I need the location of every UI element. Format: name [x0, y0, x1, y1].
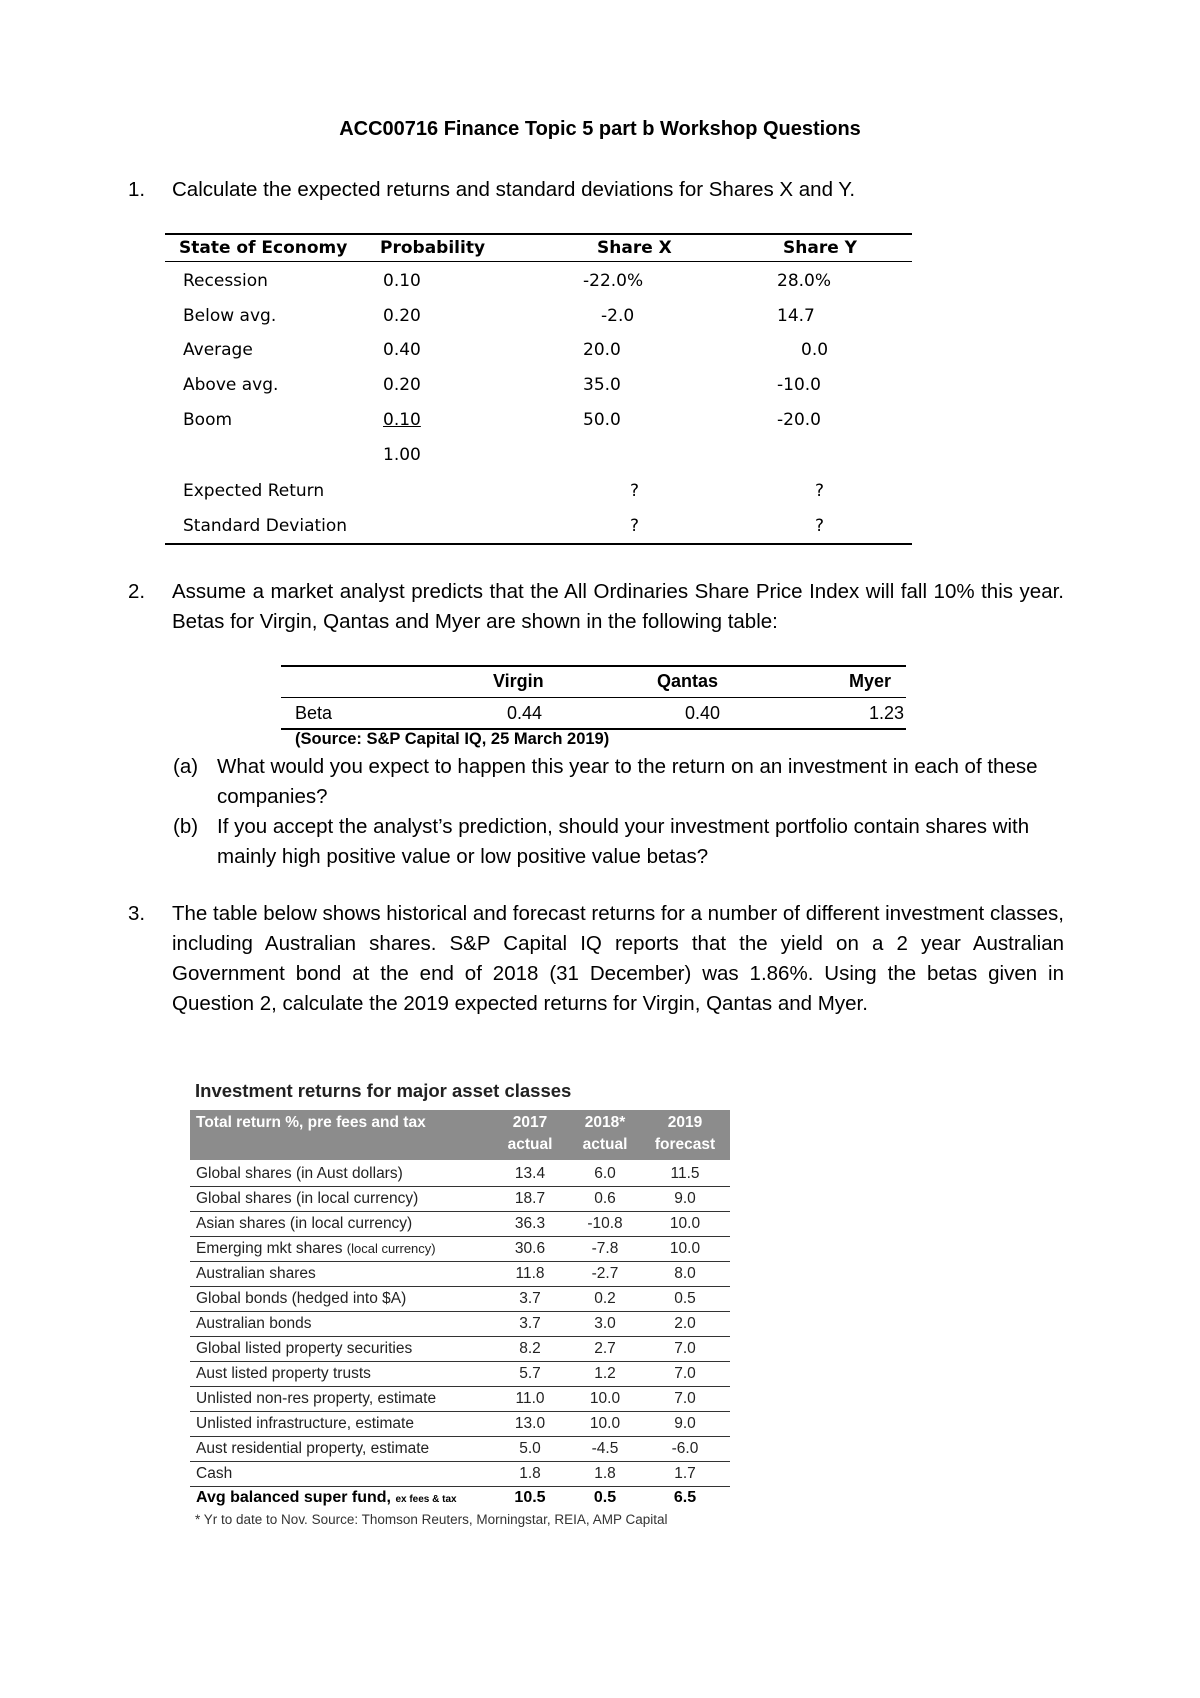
asset-name: Australian bonds — [196, 1315, 312, 1332]
header-2017 — [495, 1112, 565, 1156]
header-label: Total return %, pre fees and tax — [196, 1114, 426, 1131]
header-2018 — [570, 1112, 640, 1156]
value-2019: 6.5 — [673, 1489, 697, 1506]
row-y: 14.7 — [777, 306, 815, 326]
asset-name-note: (local currency) — [346, 1241, 436, 1256]
asset-name: Unlisted infrastructure, estimate — [196, 1415, 414, 1432]
row-y: -10.0 — [777, 375, 821, 395]
value-2018: 0.6 — [594, 1190, 616, 1207]
value-2018: -10.8 — [587, 1215, 623, 1232]
header-2019 — [645, 1112, 725, 1156]
question-2b — [173, 812, 1065, 872]
value-2019: 1.7 — [674, 1465, 696, 1482]
asset-name: Unlisted non-res property, estimate — [196, 1390, 437, 1407]
row-y: 28.0% — [777, 271, 832, 291]
table-row — [190, 1412, 730, 1437]
table-row — [190, 1462, 730, 1487]
asset-table-header — [190, 1110, 730, 1160]
value-2017: 11.8 — [515, 1265, 545, 1282]
table-row — [190, 1337, 730, 1362]
document-title: ACC00716 Finance Topic 5 part b Workshop Questions — [339, 118, 861, 140]
value-2017: 13.4 — [514, 1165, 546, 1182]
value-2017: 5.0 — [519, 1440, 541, 1457]
question-text: The table below shows historical and forecast returns for a number of different investment classes, including Australian shares. S&P Capital IQ reports that the yield on a 2 year Australian Government bond at the end of 2018 (31 December) was 1.86%. Using the betas given in Question 2, calculate the 2019 expected returns for Virgin, Qantas and Myer. — [172, 902, 1064, 1015]
row-x: -22.0% — [583, 271, 644, 291]
sub-label: (a) — [173, 755, 199, 778]
table-row — [190, 1187, 730, 1212]
value-2019: 10.0 — [669, 1215, 701, 1232]
std-dev-label: Standard Deviation — [183, 516, 348, 536]
value-2017: 3.7 — [519, 1315, 541, 1332]
header-myer: Myer — [849, 671, 892, 691]
asset-name — [196, 1240, 436, 1258]
row-x: 35.0 — [583, 375, 621, 395]
value-2019: 0.5 — [674, 1290, 696, 1307]
expected-return-x: ? — [630, 481, 640, 501]
row-prob: 0.20 — [383, 306, 421, 326]
asset-name: Global listed property securities — [196, 1340, 413, 1357]
row-prob: 0.10 — [383, 271, 421, 291]
value-2019: 11.5 — [670, 1165, 700, 1182]
row-prob: 0.40 — [383, 340, 421, 360]
row-state: Boom — [183, 410, 233, 430]
row-y: -20.0 — [777, 410, 821, 430]
beta-myer: 1.23 — [869, 703, 905, 723]
asset-table-title: Investment returns for major asset classes — [195, 1080, 572, 1101]
row-state: Below avg. — [183, 306, 277, 326]
question-number: 2. — [128, 580, 146, 603]
value-2019: 8.0 — [674, 1265, 696, 1282]
asset-name-note: ex fees & tax — [395, 1494, 457, 1505]
expected-return-label: Expected Return — [183, 481, 325, 501]
row-state: Above avg. — [183, 375, 279, 395]
row-prob: 0.20 — [383, 375, 421, 395]
row-state: Recession — [183, 271, 268, 291]
row-x: -2.0 — [601, 306, 635, 326]
row-prob: 0.10 — [383, 410, 421, 430]
value-2019: 7.0 — [674, 1340, 696, 1357]
table-rule-bottom — [165, 543, 912, 545]
value-2019: 9.0 — [674, 1415, 696, 1432]
row-y: 0.0 — [801, 340, 829, 360]
question-number: 3. — [128, 902, 146, 925]
sub-text: If you accept the analyst’s prediction, should your investment portfolio contain shares with mainly high positive value or low positive value betas? — [217, 815, 1030, 868]
header-2018-type: actual — [582, 1136, 628, 1153]
value-2018: 1.8 — [594, 1465, 616, 1482]
header-probability: Probability — [380, 238, 486, 258]
asset-name: Global shares (in local currency) — [196, 1190, 419, 1207]
std-dev-x: ? — [630, 516, 640, 536]
sub-text: What would you expect to happen this year to the return on an investment in each of these companies? — [217, 755, 1038, 808]
table-row — [190, 1262, 730, 1287]
table-rule-top — [281, 665, 906, 667]
value-2018: 1.2 — [594, 1365, 616, 1382]
table-row — [190, 1287, 730, 1312]
value-2018: 0.5 — [593, 1489, 617, 1506]
value-2018: 6.0 — [594, 1165, 616, 1182]
row-x: 20.0 — [583, 340, 621, 360]
value-2018: -2.7 — [591, 1265, 619, 1282]
value-2017: 11.0 — [515, 1390, 545, 1407]
beta-virgin: 0.44 — [507, 703, 543, 723]
source-note: (Source: S&P Capital IQ, 25 March 2019) — [295, 730, 610, 748]
row-label-beta: Beta — [295, 703, 333, 723]
value-2018: 10.0 — [589, 1390, 621, 1407]
table-rule-header — [165, 261, 912, 262]
header-2017-year: 2017 — [512, 1114, 548, 1131]
header-virgin: Virgin — [493, 671, 544, 691]
value-2019: -6.0 — [671, 1440, 699, 1457]
table-row — [190, 1362, 730, 1387]
value-2019: 7.0 — [674, 1390, 696, 1407]
value-2019: 10.0 — [669, 1240, 701, 1257]
value-2017: 8.2 — [519, 1340, 541, 1357]
table-rule-top — [165, 233, 912, 235]
value-2017: 1.8 — [519, 1465, 541, 1482]
asset-name: Aust listed property trusts — [196, 1365, 371, 1382]
question-1 — [128, 175, 1064, 205]
header-share-x: Share X — [597, 238, 672, 258]
value-2017: 36.3 — [514, 1215, 546, 1232]
value-2018: -4.5 — [591, 1440, 619, 1457]
question-text: Calculate the expected returns and standard deviations for Shares X and Y. — [172, 178, 856, 201]
value-2017: 5.7 — [519, 1365, 541, 1382]
asset-name-main: Avg balanced super fund, — [196, 1489, 391, 1506]
table-row — [190, 1237, 730, 1262]
expected-return-y: ? — [815, 481, 825, 501]
asset-name-main: Emerging mkt shares — [196, 1240, 343, 1257]
table-rule-header — [281, 697, 906, 698]
table-row — [190, 1212, 730, 1237]
value-2017: 13.0 — [514, 1415, 546, 1432]
value-2017: 30.6 — [514, 1240, 546, 1257]
row-x: 50.0 — [583, 410, 621, 430]
question-text: Assume a market analyst predicts that the All Ordinaries Share Price Index will fall 10% this year. Betas for Virgin, Qantas and Myer are shown in the following table: — [172, 580, 1064, 633]
beta-qantas: 0.40 — [685, 703, 721, 723]
header-qantas: Qantas — [657, 671, 719, 691]
question-number: 1. — [128, 178, 146, 201]
table-row — [190, 1162, 730, 1187]
row-state: Average — [183, 340, 253, 360]
header-2019-type: forecast — [654, 1136, 716, 1153]
table-row-total — [190, 1486, 730, 1510]
std-dev-y: ? — [815, 516, 825, 536]
header-state: State of Economy — [179, 238, 348, 258]
asset-name: Asian shares (in local currency) — [196, 1215, 413, 1232]
question-2a — [173, 752, 1065, 812]
value-2018: 3.0 — [594, 1315, 616, 1332]
value-2018: 0.2 — [594, 1290, 616, 1307]
asset-name: Global shares (in Aust dollars) — [196, 1165, 403, 1182]
table-row — [190, 1437, 730, 1462]
asset-name: Cash — [196, 1465, 233, 1482]
value-2017: 10.5 — [514, 1489, 546, 1506]
value-2019: 9.0 — [674, 1190, 696, 1207]
asset-table-footnote: * Yr to date to Nov. Source: Thomson Reuters, Morningstar, REIA, AMP Capital — [195, 1512, 668, 1527]
value-2019: 7.0 — [674, 1365, 696, 1382]
value-2019: 2.0 — [674, 1315, 696, 1332]
question-3 — [128, 899, 1064, 1019]
table-row — [190, 1312, 730, 1337]
total-probability: 1.00 — [383, 445, 421, 465]
value-2018: 10.0 — [589, 1415, 621, 1432]
asset-name: Australian shares — [196, 1265, 316, 1282]
asset-name: Global bonds (hedged into $A) — [196, 1290, 407, 1307]
sub-label: (b) — [173, 815, 199, 838]
header-share-y: Share Y — [783, 238, 857, 258]
table-row — [190, 1387, 730, 1412]
header-2017-type: actual — [507, 1136, 553, 1153]
value-2018: 2.7 — [594, 1340, 616, 1357]
header-2018-year: 2018* — [584, 1114, 626, 1131]
question-2 — [128, 577, 1064, 637]
asset-name: Aust residential property, estimate — [196, 1440, 430, 1457]
value-2018: -7.8 — [591, 1240, 619, 1257]
value-2017: 18.7 — [514, 1190, 546, 1207]
asset-name — [196, 1489, 457, 1507]
value-2017: 3.7 — [519, 1290, 541, 1307]
header-2019-year: 2019 — [667, 1114, 703, 1131]
